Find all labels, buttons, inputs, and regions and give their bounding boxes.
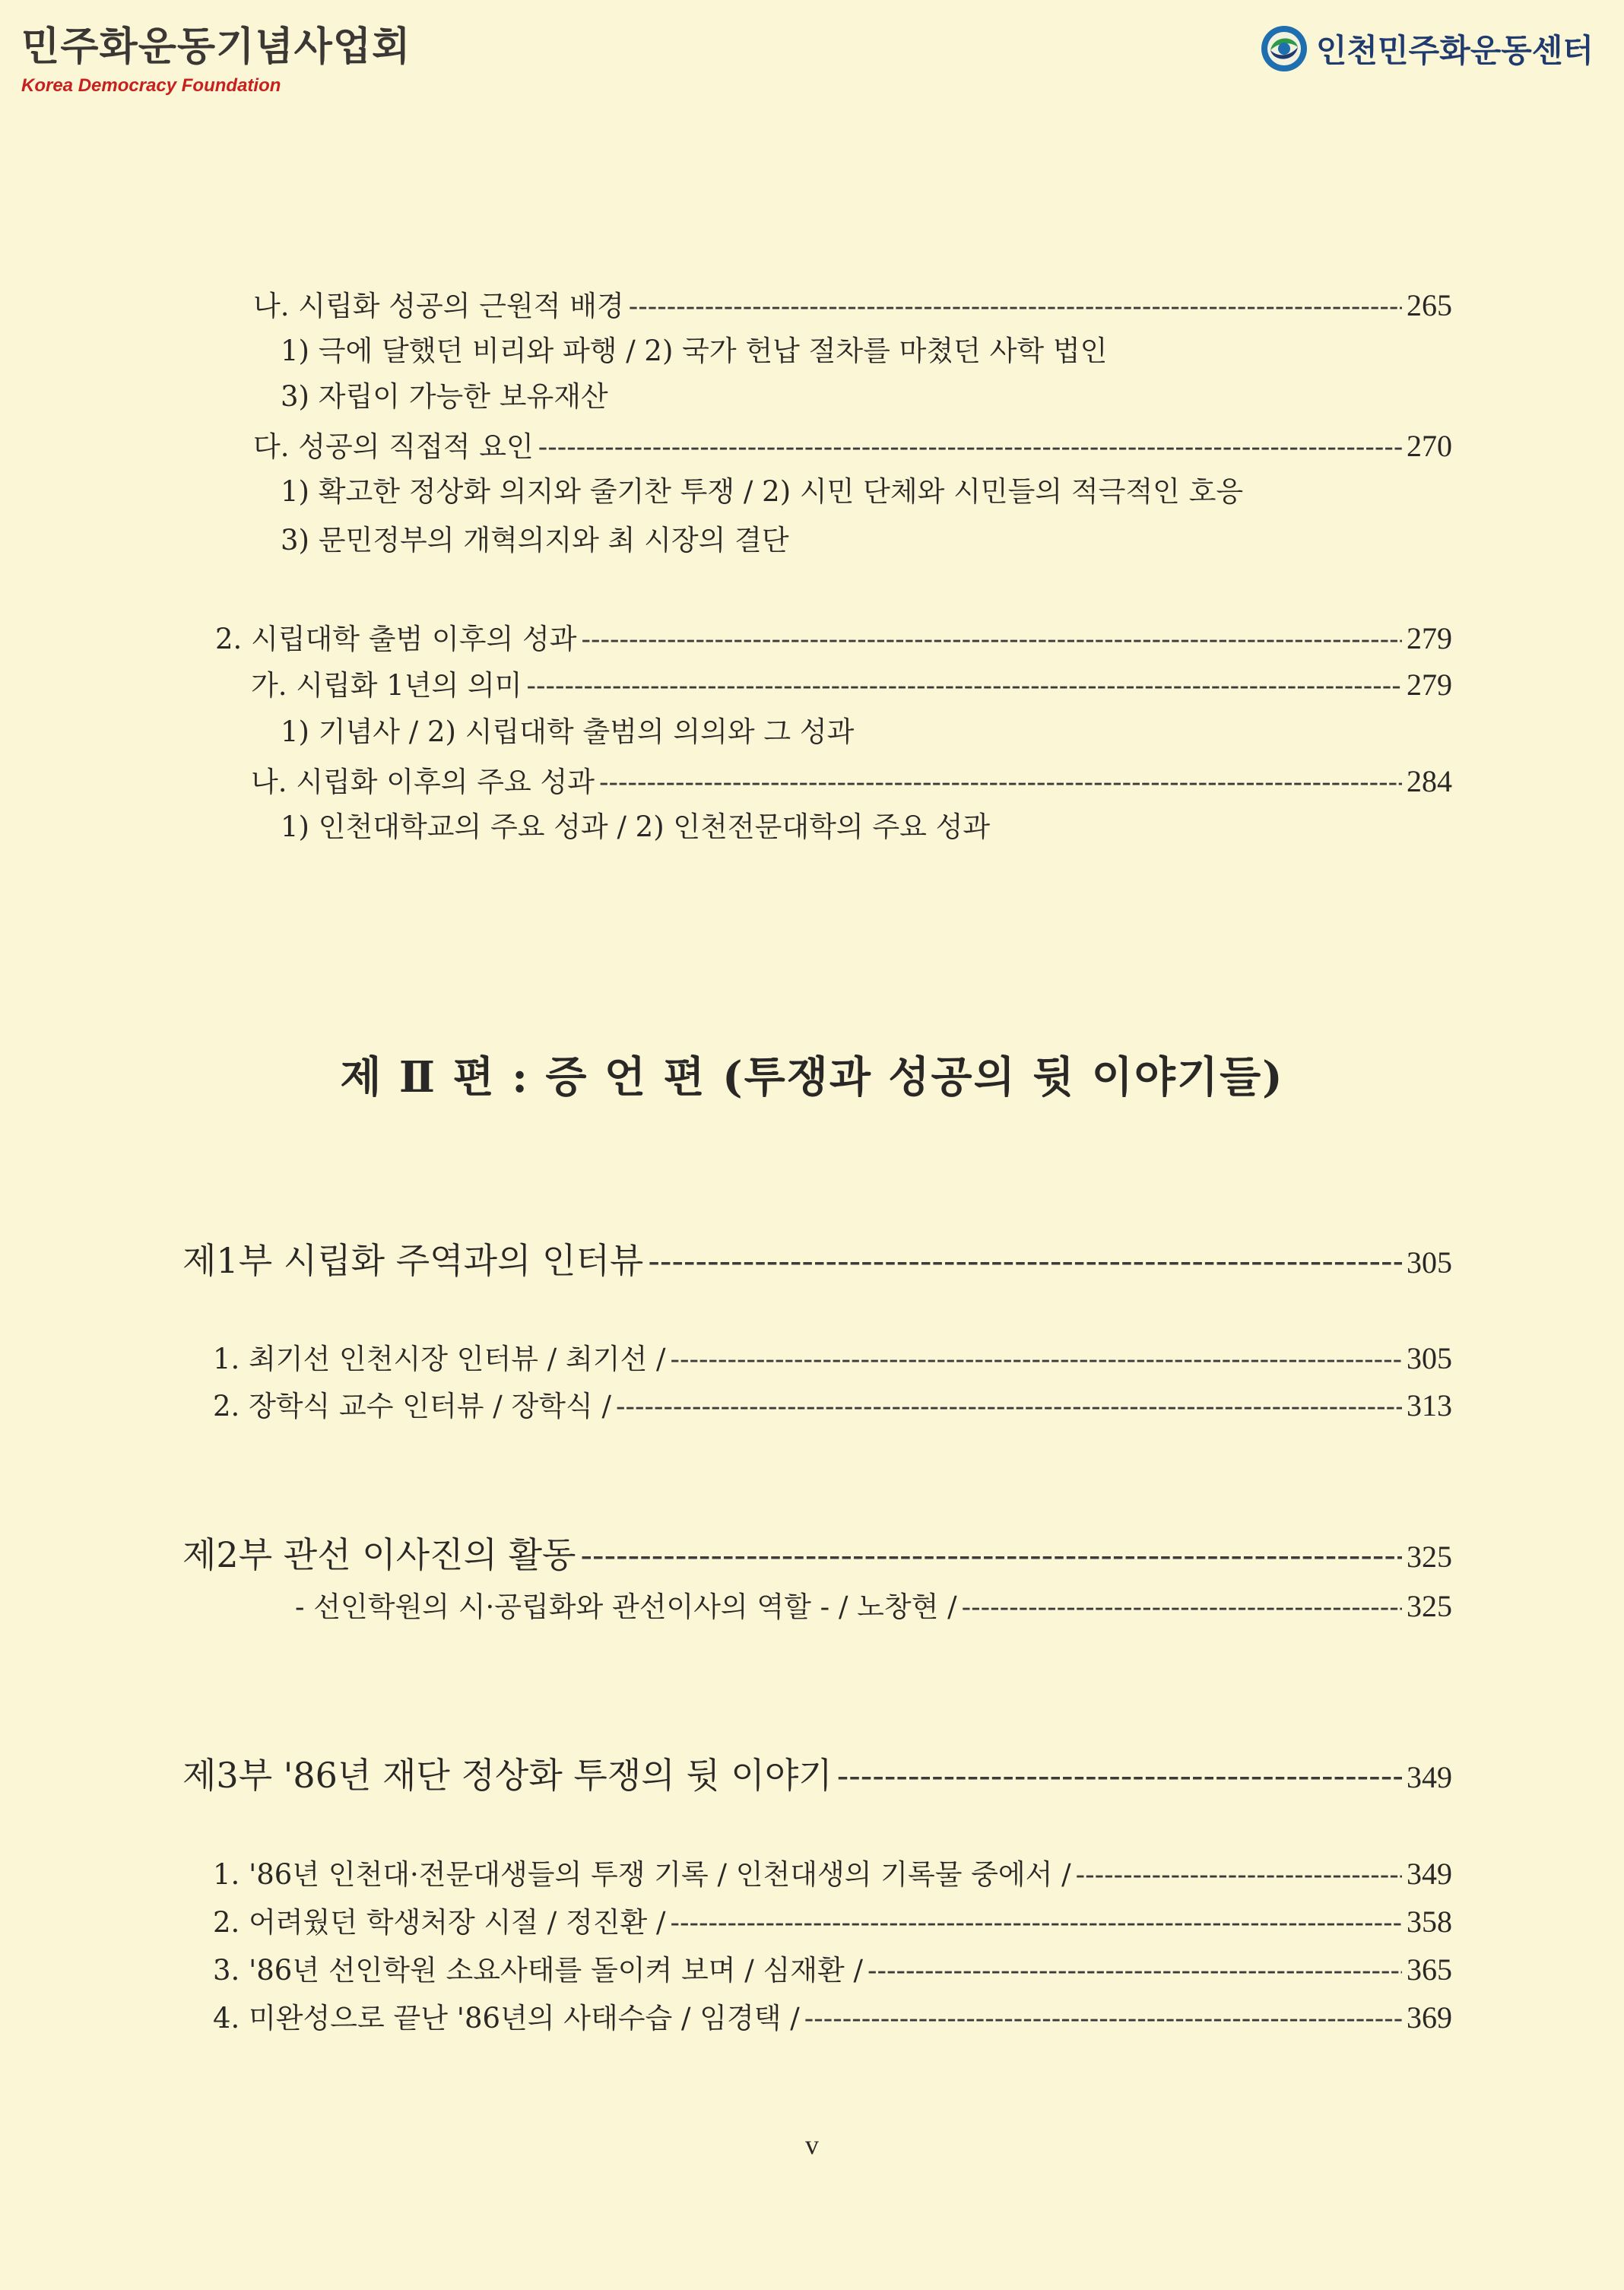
toc-entry-page: 284 [1407, 764, 1452, 798]
toc-entry-text: 2. 장학식 교수 인터뷰 / 장학식 / [213, 1390, 611, 1423]
toc-entry [295, 1587, 1452, 1626]
toc-entry-page: 313 [1407, 1388, 1452, 1423]
toc-entry-page: 305 [1407, 1341, 1452, 1375]
part-heading [182, 1752, 1452, 1800]
logo-korea-democracy-foundation [21, 24, 411, 97]
leader-dots [629, 287, 1402, 325]
toc-subentry: 3) 문민정부의 개혁의지와 최 시장의 결단 [281, 524, 789, 557]
toc-entry-text: 1. '86년 인천대·전문대생들의 투쟁 기록 / 인천대생의 기록물 중에서 / [213, 1858, 1071, 1891]
toc-subentry: 3) 자립이 가능한 보유재산 [281, 380, 608, 413]
toc-entry [213, 1855, 1452, 1894]
toc-entry-text: - 선인학원의 시·공립화와 관선이사의 역할 - / 노창현 / [295, 1591, 957, 1623]
part-page: 349 [1407, 1760, 1452, 1794]
leader-dots [962, 1588, 1402, 1626]
toc-entry-page: 270 [1407, 429, 1452, 463]
toc-entry-text: 나. 시립화 이후의 주요 성과 [251, 766, 595, 798]
leader-dots [616, 1388, 1402, 1426]
toc-entry-page: 279 [1407, 668, 1452, 702]
toc-subentry: 1) 확고한 정상화 의지와 줄기찬 투쟁 / 2) 시민 단체와 시민들의 적극적인 호응 [281, 475, 1244, 508]
toc-entry-text: 2. 어려웠던 학생처장 시절 / 정진환 / [213, 1906, 666, 1939]
toc-entry [213, 1340, 1452, 1378]
part-title: 제2부 관선 이사진의 활동 [182, 1534, 576, 1575]
org-name-english: Korea Democracy Foundation [21, 75, 281, 96]
leader-dots [670, 1904, 1402, 1942]
leader-dots [670, 1340, 1402, 1378]
toc-entry [215, 620, 1452, 658]
leader-dots [1076, 1856, 1402, 1894]
toc-entry-page: 325 [1407, 1589, 1452, 1623]
leader-dots [538, 428, 1402, 466]
toc-entry [213, 1903, 1452, 1942]
section-title: 제 Ⅱ 편 : 증 언 편 (투쟁과 성공의 뒷 이야기들) [340, 1052, 1284, 1102]
part-title: 제1부 시립화 주역과의 인터뷰 [182, 1240, 644, 1281]
toc-entry-text: 1. 최기선 인천시장 인터뷰 / 최기선 / [213, 1343, 666, 1375]
toc-entry-text: 나. 시립화 성공의 근원적 배경 [253, 290, 624, 322]
toc-entry-page: 369 [1407, 2000, 1452, 2035]
toc-entry-page: 365 [1407, 1952, 1452, 1987]
toc-entry-page: 279 [1407, 621, 1452, 655]
toc-entry-page: 358 [1407, 1905, 1452, 1939]
toc-entry [213, 1999, 1452, 2038]
incheon-center-logo-icon [1260, 24, 1308, 73]
toc-entry-text: 다. 성공의 직접적 요인 [253, 430, 534, 463]
leader-dots [868, 1952, 1402, 1990]
toc-subentry: 1) 기념사 / 2) 시립대학 출범의 의의와 그 성과 [281, 715, 855, 748]
toc-entry [213, 1387, 1452, 1426]
page-number: v [805, 2130, 819, 2160]
part-heading [182, 1532, 1452, 1580]
part-page: 325 [1407, 1540, 1452, 1574]
leader-dots [804, 2000, 1402, 2038]
part-title: 제3부 '86년 재단 정상화 투쟁의 뒷 이야기 [182, 1755, 833, 1796]
toc-entry-text: 4. 미완성으로 끝난 '86년의 사태수습 / 임경택 / [213, 2002, 800, 2035]
leader-dots [837, 1752, 1402, 1798]
toc-entry-page: 349 [1407, 1857, 1452, 1891]
part-heading [182, 1238, 1452, 1286]
toc-entry-text: 3. '86년 선인학원 소요사태를 돌이켜 보며 / 심재환 / [213, 1954, 863, 1987]
toc-entry [253, 427, 1452, 466]
toc-entry [251, 763, 1452, 801]
part-page: 305 [1407, 1245, 1452, 1280]
org-name-korean: 민주화운동기념사업회 [21, 24, 411, 70]
leader-dots [527, 667, 1402, 705]
leader-dots [599, 763, 1402, 801]
toc-subentry: 1) 극에 달했던 비리와 파행 / 2) 국가 헌납 절차를 마쳤던 사학 법인 [281, 335, 1108, 367]
toc-entry-page: 265 [1407, 288, 1452, 322]
logo-incheon-center [1260, 24, 1594, 73]
toc-entry [253, 287, 1452, 325]
leader-dots [581, 1532, 1403, 1578]
center-name: 인천민주화운동센터 [1315, 32, 1594, 69]
leader-dots [648, 1238, 1402, 1283]
toc-entry-text: 가. 시립화 1년의 의미 [251, 669, 522, 702]
toc-entry [213, 1951, 1452, 1990]
toc-entry-text: 2. 시립대학 출범 이후의 성과 [215, 623, 577, 655]
toc-entry [251, 666, 1452, 705]
toc-subentry: 1) 인천대학교의 주요 성과 / 2) 인천전문대학의 주요 성과 [281, 810, 991, 843]
leader-dots [582, 620, 1402, 658]
